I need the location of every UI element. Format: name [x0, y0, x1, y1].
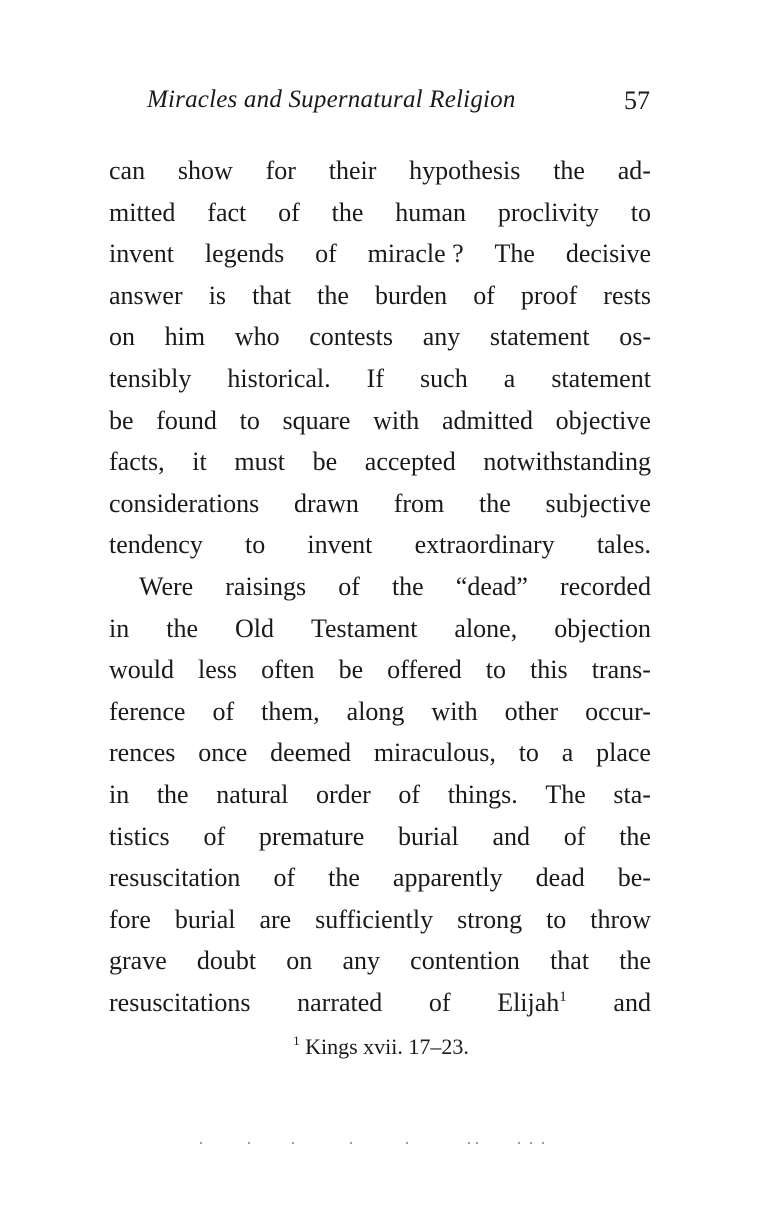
text-line	[109, 316, 651, 358]
scan-specks	[200, 1142, 550, 1146]
word: that	[550, 946, 590, 976]
word: resuscitation	[109, 863, 241, 893]
text-line	[109, 483, 651, 525]
word: their	[328, 156, 377, 185]
scan-speck	[468, 1142, 470, 1144]
scan-speck	[248, 1142, 250, 1144]
word: contention	[410, 946, 520, 976]
word: Elijah	[497, 987, 560, 1017]
word: show	[177, 156, 233, 185]
scan-speck	[200, 1142, 202, 1144]
text-line	[109, 857, 651, 899]
text-line	[109, 566, 651, 608]
text-line	[109, 275, 651, 317]
word: extraordinary	[414, 530, 555, 560]
word: recorded	[560, 571, 651, 601]
word: apparently	[392, 863, 503, 893]
word: accepted	[364, 447, 456, 477]
word: order	[315, 779, 371, 809]
word: sufficiently	[315, 904, 434, 934]
word: things.	[447, 779, 518, 809]
text-line	[109, 150, 651, 192]
word: fore	[109, 904, 151, 934]
word: of	[273, 863, 296, 893]
text-line	[109, 233, 651, 275]
word: can	[109, 156, 146, 185]
word: with	[373, 405, 420, 435]
text-line	[109, 774, 651, 816]
word: throw	[590, 904, 651, 934]
word: invent	[307, 530, 373, 560]
word: Old	[234, 613, 274, 643]
word: along	[346, 696, 405, 726]
word: occur-	[585, 696, 651, 726]
word: the	[156, 779, 189, 809]
word: The	[494, 239, 535, 269]
word: proof	[520, 280, 578, 310]
word: be	[312, 447, 338, 477]
running-title: Miracles and Supernatural Religion	[147, 86, 516, 113]
word: the	[619, 946, 651, 976]
word: be	[109, 405, 134, 435]
word: drawn	[293, 488, 359, 518]
word: other	[504, 696, 559, 726]
word: “dead”	[455, 571, 528, 601]
word: who	[234, 322, 280, 352]
word: be-	[617, 863, 651, 893]
word: the	[553, 156, 585, 185]
scan-speck	[542, 1142, 544, 1144]
word: dead	[535, 863, 585, 893]
word: raisings	[225, 571, 307, 601]
word-with-footnote	[497, 982, 567, 1024]
word: in	[109, 613, 130, 643]
word: answer	[109, 280, 183, 310]
word: resuscitations	[109, 987, 251, 1017]
word: hypothesis	[409, 156, 521, 185]
scan-speck	[350, 1142, 352, 1144]
word: square	[282, 405, 351, 435]
word: from	[393, 488, 445, 518]
word: of	[563, 821, 586, 851]
word: it	[192, 447, 207, 477]
word: Were	[139, 571, 194, 601]
word: once	[198, 738, 248, 768]
word: Testament	[310, 613, 418, 643]
word: decisive	[565, 239, 651, 269]
word: considerations	[109, 488, 260, 518]
word: on	[286, 946, 313, 976]
word: must	[234, 447, 285, 477]
scan-speck	[530, 1142, 532, 1144]
word: would	[109, 655, 174, 685]
text-line	[109, 192, 651, 234]
word: of	[203, 821, 226, 851]
word: of	[278, 197, 300, 227]
text-line	[109, 816, 651, 858]
body-text	[109, 150, 651, 1023]
text-line	[109, 691, 651, 733]
word: statement	[489, 322, 590, 352]
word: that	[252, 280, 292, 310]
word: miracle ?	[367, 239, 464, 269]
word: of	[338, 571, 360, 601]
word: a	[503, 363, 516, 393]
word: him	[164, 322, 206, 352]
word: a	[561, 738, 574, 768]
word: the	[619, 821, 651, 851]
word: any	[342, 946, 380, 976]
scan-speck	[406, 1142, 408, 1144]
word: place	[596, 738, 651, 768]
text-line	[109, 608, 651, 650]
word: to	[546, 904, 567, 934]
word: The	[545, 779, 586, 809]
word: os-	[619, 322, 651, 352]
word: is	[208, 280, 227, 310]
footnote	[0, 1034, 762, 1060]
word: objection	[554, 613, 651, 643]
word: objective	[555, 405, 651, 435]
text-line	[109, 982, 651, 1024]
word: fact	[207, 197, 247, 227]
word: are	[259, 904, 292, 934]
word: and	[613, 987, 651, 1017]
word: ad-	[617, 156, 651, 185]
text-line	[109, 732, 651, 774]
word: the	[328, 863, 360, 893]
word: the	[166, 613, 198, 643]
word: ference	[109, 696, 186, 726]
word: the	[331, 197, 364, 227]
page-number: 57	[624, 86, 650, 115]
word: notwithstanding	[483, 447, 651, 477]
word: to	[245, 530, 266, 560]
word: the	[317, 280, 349, 310]
word: burial	[398, 821, 459, 851]
word: tensibly	[109, 363, 192, 393]
word: strong	[457, 904, 523, 934]
scan-speck	[292, 1142, 294, 1144]
word: burial	[174, 904, 236, 934]
scan-speck	[476, 1142, 478, 1144]
word: in	[109, 779, 130, 809]
text-line	[109, 524, 651, 566]
footnote-text: Kings xvii. 17–23.	[305, 1034, 469, 1059]
text-line	[109, 358, 651, 400]
word: such	[420, 363, 468, 393]
word: and	[492, 821, 530, 851]
scan-speck	[518, 1142, 520, 1144]
word: contests	[309, 322, 394, 352]
word: proclivity	[497, 197, 599, 227]
word: invent	[109, 239, 174, 269]
word: often	[261, 655, 315, 685]
word: trans-	[591, 655, 651, 685]
word: subjective	[545, 488, 651, 518]
word: admitted	[441, 405, 533, 435]
text-line	[109, 940, 651, 982]
text-line	[109, 649, 651, 691]
word: be	[338, 655, 364, 685]
word: of	[428, 987, 451, 1017]
word: deemed	[270, 738, 351, 768]
word: alone,	[454, 613, 518, 643]
word: historical.	[227, 363, 331, 393]
text-line	[109, 441, 651, 483]
word: rences	[109, 738, 176, 768]
word: of	[212, 696, 235, 726]
word: for	[265, 156, 296, 185]
word: to	[630, 197, 651, 227]
word: less	[198, 655, 238, 685]
word: tistics	[109, 821, 170, 851]
text-line	[109, 899, 651, 941]
word: of	[398, 779, 421, 809]
word: to	[518, 738, 539, 768]
word: with	[431, 696, 478, 726]
word: doubt	[196, 946, 257, 976]
word: the	[391, 571, 424, 601]
word: If	[366, 363, 384, 393]
word: the	[479, 488, 511, 518]
word: rests	[603, 280, 651, 310]
word: miraculous,	[373, 738, 496, 768]
word: facts,	[109, 447, 165, 477]
word: legends	[204, 239, 285, 269]
word: grave	[109, 946, 167, 976]
footnote-reference: 1	[559, 988, 567, 1005]
word: human	[395, 197, 466, 227]
word: narrated	[297, 987, 383, 1017]
word: on	[109, 322, 135, 352]
word: premature	[258, 821, 365, 851]
word: of	[315, 239, 337, 269]
word: of	[473, 280, 495, 310]
word: mitted	[109, 197, 176, 227]
footnote-marker: 1	[293, 1033, 300, 1048]
word: offered	[387, 655, 462, 685]
word: sta-	[613, 779, 651, 809]
word: to	[239, 405, 260, 435]
word: burden	[374, 280, 448, 310]
word: them,	[261, 696, 320, 726]
word: this	[530, 655, 568, 685]
word: statement	[551, 363, 651, 393]
running-header	[109, 86, 654, 126]
text-line	[109, 400, 651, 442]
word: found	[156, 405, 217, 435]
word: natural	[216, 779, 289, 809]
word: tales.	[596, 530, 651, 560]
word: any	[422, 322, 461, 352]
word: tendency	[109, 530, 203, 560]
word: to	[485, 655, 507, 685]
